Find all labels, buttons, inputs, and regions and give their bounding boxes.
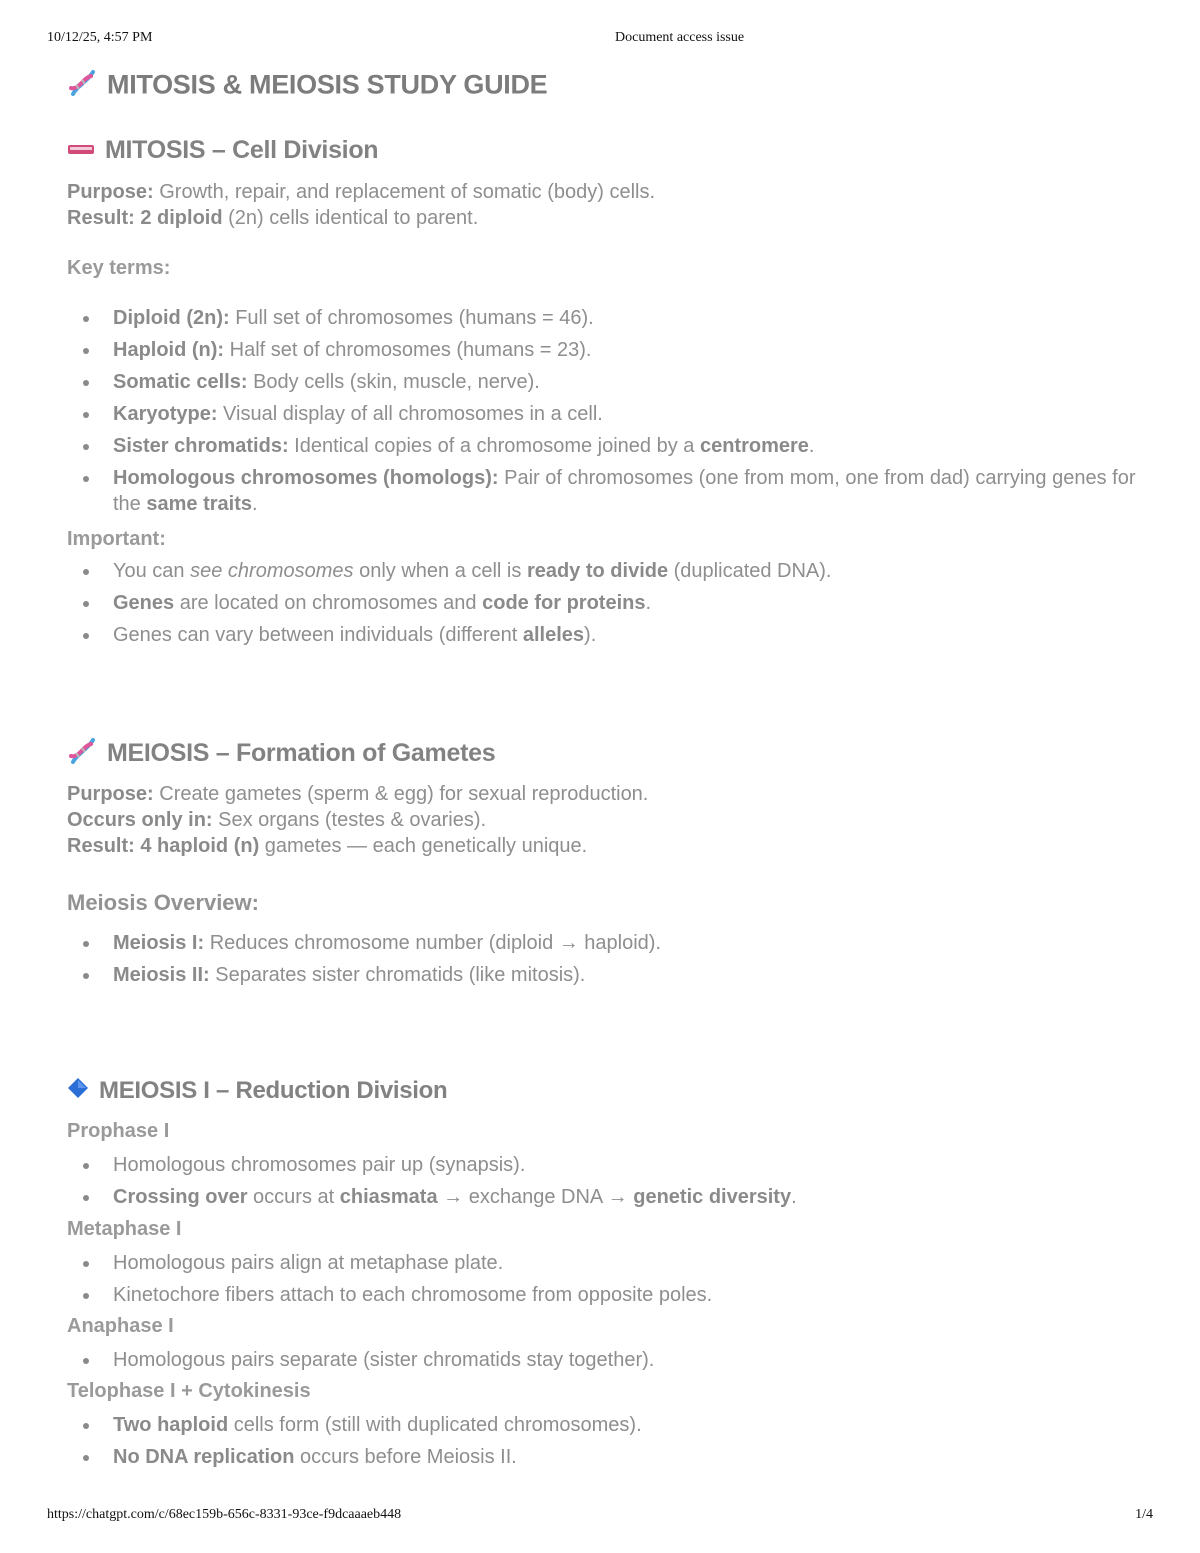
- list-item: Genes can vary between individuals (different alleles).: [67, 622, 1137, 648]
- list-item: Meiosis I: Reduces chromosome number (diploid → haploid).: [67, 930, 1137, 956]
- metaphase-label: Metaphase I: [67, 1218, 182, 1240]
- metaphase-list: [67, 1250, 1137, 1314]
- meiosis-heading: MEIOSIS – Formation of Gametes: [67, 736, 495, 773]
- dna-icon: [67, 68, 97, 105]
- list-item: Kinetochore fibers attach to each chromosome from opposite poles.: [67, 1282, 1137, 1308]
- key-terms-list: [67, 305, 1137, 523]
- list-item: Somatic cells: Body cells (skin, muscle, nerve).: [67, 369, 1137, 395]
- telophase-list: [67, 1412, 1137, 1476]
- meiosis-overview-list: [67, 930, 1137, 994]
- list-item: Homologous pairs separate (sister chromatids stay together).: [67, 1347, 1137, 1373]
- prophase-label: Prophase I: [67, 1120, 170, 1142]
- list-item: You can see chromosomes only when a cell is ready to divide (duplicated DNA).: [67, 558, 1137, 584]
- print-datetime: 10/12/25, 4:57 PM: [47, 30, 153, 45]
- mitosis-purpose: Purpose: Growth, repair, and replacement of somatic (body) cells.: [67, 181, 656, 203]
- important-list: [67, 558, 1137, 654]
- list-item: Genes are located on chromosomes and code for proteins.: [67, 590, 1137, 616]
- blue-diamond-icon: [67, 1077, 89, 1106]
- meiosis-result: Result: 4 haploid (n) gametes — each genetically unique.: [67, 835, 588, 857]
- mitosis-result: Result: 2 diploid (2n) cells identical to parent.: [67, 207, 479, 229]
- microscope-icon: [67, 137, 95, 166]
- list-item: Meiosis II: Separates sister chromatids (like mitosis).: [67, 962, 1137, 988]
- page-number: 1/4: [1135, 1507, 1153, 1522]
- meiosis-purpose: Purpose: Create gametes (sperm & egg) for sexual reproduction.: [67, 783, 649, 805]
- list-item: Two haploid cells form (still with duplicated chromosomes).: [67, 1412, 1137, 1438]
- print-url[interactable]: https://chatgpt.com/c/68ec159b-656c-8331-93ce-f9dcaaaeb448: [47, 1507, 402, 1522]
- anaphase-list: [67, 1347, 1137, 1379]
- meiosis-overview-heading: Meiosis Overview:: [67, 890, 259, 915]
- meiosis-occurs: Occurs only in: Sex organs (testes & ovaries).: [67, 809, 487, 831]
- print-title: Document access issue: [615, 30, 745, 45]
- key-terms-label: Key terms:: [67, 257, 171, 279]
- mitosis-heading: MITOSIS – Cell Division: [67, 136, 378, 166]
- list-item: Crossing over occurs at chiasmata → exchange DNA → genetic diversity.: [67, 1184, 1137, 1210]
- list-item: No DNA replication occurs before Meiosis II.: [67, 1444, 1137, 1470]
- print-footer: [47, 1507, 1153, 1525]
- list-item: Homologous chromosomes pair up (synapsis).: [67, 1152, 1137, 1178]
- list-item: Karyotype: Visual display of all chromosomes in a cell.: [67, 401, 1137, 427]
- list-item: Homologous pairs align at metaphase plate.: [67, 1250, 1137, 1276]
- list-item: Homologous chromosomes (homologs): Pair of chromosomes (one from mom, one from dad) carrying genes for the same traits.: [67, 465, 1137, 517]
- list-item: Haploid (n): Half set of chromosomes (humans = 23).: [67, 337, 1137, 363]
- prophase-list: [67, 1152, 1137, 1216]
- print-header: [47, 30, 1153, 48]
- page-title: MITOSIS & MEIOSIS STUDY GUIDE: [67, 68, 547, 105]
- anaphase-label: Anaphase I: [67, 1315, 174, 1337]
- important-label: Important:: [67, 528, 166, 550]
- dna-icon: [67, 736, 97, 773]
- meiosis1-heading: MEIOSIS I – Reduction Division: [67, 1077, 447, 1106]
- telophase-label: Telophase I + Cytokinesis: [67, 1380, 311, 1402]
- list-item: Diploid (2n): Full set of chromosomes (humans = 46).: [67, 305, 1137, 331]
- list-item: Sister chromatids: Identical copies of a chromosome joined by a centromere.: [67, 433, 1137, 459]
